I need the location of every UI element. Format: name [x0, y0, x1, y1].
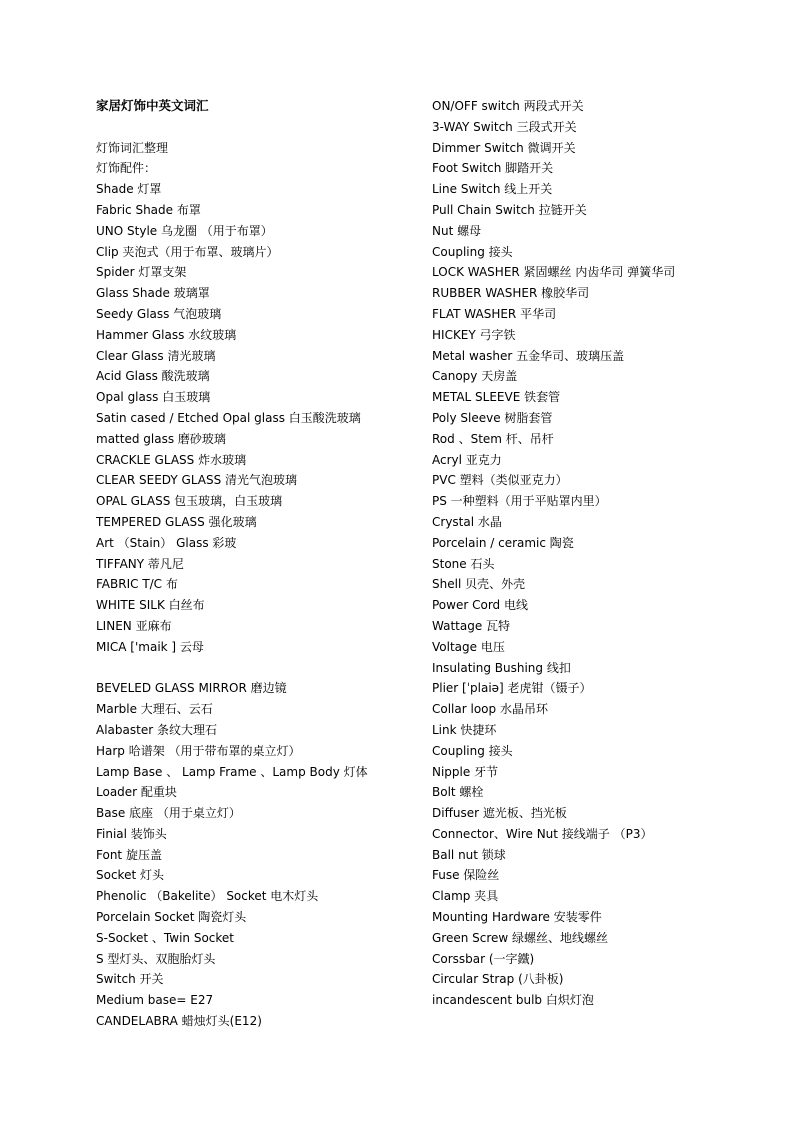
right-column	[432, 96, 772, 1011]
vocab-line: Opal glass 白玉玻璃	[96, 390, 211, 405]
vocab-line: matted glass 磨砂玻璃	[96, 431, 226, 446]
vocab-line: Metal washer 五金华司、玻璃压盖	[432, 348, 625, 363]
vocab-line: Shell 贝壳、外壳	[432, 577, 526, 592]
vocab-line: Shade 灯罩	[96, 182, 162, 197]
vocab-line: UNO Style 乌龙圈 （用于布罩）	[96, 223, 273, 238]
vocab-line: TEMPERED GLASS 强化玻璃	[96, 514, 257, 529]
vocab-line: METAL SLEEVE 铁套管	[432, 390, 561, 405]
vocab-line: S-Socket 、Twin Socket	[96, 930, 235, 945]
vocab-line: Switch 开关	[96, 972, 164, 987]
vocab-line: Loader 配重块	[96, 785, 177, 800]
vocab-line: Hammer Glass 水纹玻璃	[96, 327, 237, 342]
vocab-line: HICKEY 弓字铁	[432, 327, 516, 342]
vocab-line: Canopy 天房盖	[432, 369, 518, 384]
vocab-line: Poly Sleeve 树脂套管	[432, 410, 553, 425]
vocab-line: Corssbar (一字鐵)	[432, 951, 535, 966]
vocab-line: Clamp 夹具	[432, 889, 499, 904]
vocab-line: Finial 装饰头	[96, 826, 167, 841]
vocab-line: S 型灯头、双胞胎灯头	[96, 951, 216, 966]
vocab-line: Line Switch 线上开关	[432, 182, 553, 197]
vocab-line: Acryl 亚克力	[432, 452, 502, 467]
vocab-line: RUBBER WASHER 橡胶华司	[432, 286, 590, 301]
vocab-line: Seedy Glass 气泡玻璃	[96, 306, 222, 321]
vocab-line: Glass Shade 玻璃罩	[96, 286, 210, 301]
vocab-line: WHITE SILK 白丝布	[96, 598, 205, 613]
vocab-line: Lamp Base 、 Lamp Frame 、Lamp Body 灯体	[96, 764, 368, 779]
vocab-line: Ball nut 锁球	[432, 847, 506, 862]
vocab-line: BEVELED GLASS MIRROR 磨边镜	[96, 681, 287, 696]
vocab-line: Diffuser 遮光板、挡光板	[432, 806, 567, 821]
vocab-line: CANDELABRA 蜡烛灯头(E12)	[96, 1014, 262, 1029]
vocab-line: Porcelain Socket 陶瓷灯头	[96, 910, 247, 925]
vocab-line: Harp 哈谱架 （用于带布罩的桌立灯）	[96, 743, 301, 758]
vocab-line: LINEN 亚麻布	[96, 618, 172, 633]
vocab-line: Socket 灯头	[96, 868, 164, 883]
vocab-line: Foot Switch 脚踏开关	[432, 161, 554, 176]
vocab-line: Coupling 接头	[432, 244, 513, 259]
vocab-line: Coupling 接头	[432, 743, 513, 758]
vocab-line: PS 一种塑料（用于平贴罩内里）	[432, 494, 607, 509]
vocab-line: Stone 石头	[432, 556, 495, 571]
left-column	[96, 96, 416, 1032]
vocab-line: Bolt 螺栓	[432, 785, 484, 800]
vocab-line: Plier [ˈplaiə] 老虎钳（镊子）	[432, 681, 592, 696]
vocab-line: Power Cord 电线	[432, 598, 528, 613]
vocab-line: OPAL GLASS 包玉玻璃，白玉玻璃	[96, 494, 283, 509]
vocab-line: Link 快捷环	[432, 722, 497, 737]
vocab-line: CLEAR SEEDY GLASS 清光气泡玻璃	[96, 473, 298, 488]
vocab-line: Fuse 保险丝	[432, 868, 500, 883]
vocab-line: Mounting Hardware 安装零件	[432, 910, 602, 925]
vocab-line: Marble 大理石、云石	[96, 702, 213, 717]
vocab-line: MICA ['maik ] 云母	[96, 639, 204, 654]
vocab-line: Pull Chain Switch 拉链开关	[432, 202, 587, 217]
vocab-line: Clear Glass 清光玻璃	[96, 348, 216, 363]
blank-line	[96, 117, 416, 138]
vocab-line: Green Screw 绿螺丝、地线螺丝	[432, 930, 609, 945]
vocab-line: incandescent bulb 白炽灯泡	[432, 993, 594, 1008]
vocab-line: TIFFANY 蒂凡尼	[96, 556, 184, 571]
vocab-line: PVC 塑料（类似亚克力）	[432, 473, 568, 488]
vocab-line: LOCK WASHER 紧固螺丝 内齿华司 弹簧华司	[432, 265, 676, 280]
vocab-line: Rod 、Stem 杆、吊杆	[432, 431, 554, 446]
vocab-line: Circular Strap (八卦板)	[432, 972, 564, 987]
vocab-line: Insulating Bushing 线扣	[432, 660, 571, 675]
vocab-line: Alabaster 条纹大理石	[96, 722, 217, 737]
blank-line	[96, 658, 416, 679]
vocab-line: Crystal 水晶	[432, 514, 502, 529]
vocab-line: FABRIC T/C 布	[96, 577, 178, 592]
vocab-line: FLAT WASHER 平华司	[432, 306, 557, 321]
vocab-line: Spider 灯罩支架	[96, 265, 187, 280]
vocab-line: Nipple 牙节	[432, 764, 499, 779]
vocab-line: ON/OFF switch 两段式开关	[432, 99, 584, 113]
vocab-line: Wattage 瓦特	[432, 618, 511, 633]
vocab-line: Art （Stain） Glass 彩玻	[96, 535, 237, 550]
vocab-line: Collar loop 水晶吊环	[432, 702, 548, 717]
vocab-line: Voltage 电压	[432, 639, 505, 654]
vocab-line: Medium base= E27	[96, 993, 214, 1008]
vocab-line: Font 旋压盖	[96, 847, 162, 862]
vocab-line: Dimmer Switch 微调开关	[432, 140, 576, 155]
vocab-line: Porcelain / ceramic 陶瓷	[432, 535, 574, 550]
vocab-line: Nut 螺母	[432, 223, 482, 238]
vocab-line: Base 底座 （用于桌立灯）	[96, 806, 241, 821]
vocab-line: CRACKLE GLASS 炸水玻璃	[96, 452, 247, 467]
vocab-line: Connector、Wire Nut 接线端子 （P3）	[432, 826, 653, 841]
vocab-line: Satin cased / Etched Opal glass 白玉酸洗玻璃	[96, 410, 361, 425]
vocab-line: Clip 夹泡式（用于布罩、玻璃片）	[96, 244, 279, 259]
document-title: 家居灯饰中英文词汇	[96, 98, 209, 113]
vocab-line: 灯饰配件：	[96, 161, 157, 176]
vocab-line: 灯饰词汇整理	[96, 140, 169, 155]
vocab-line: Phenolic （Bakelite） Socket 电木灯头	[96, 889, 319, 904]
vocab-line: 3-WAY Switch 三段式开关	[432, 119, 577, 134]
vocab-line: Fabric Shade 布罩	[96, 202, 201, 217]
vocab-line: Acid Glass 酸洗玻璃	[96, 369, 210, 384]
